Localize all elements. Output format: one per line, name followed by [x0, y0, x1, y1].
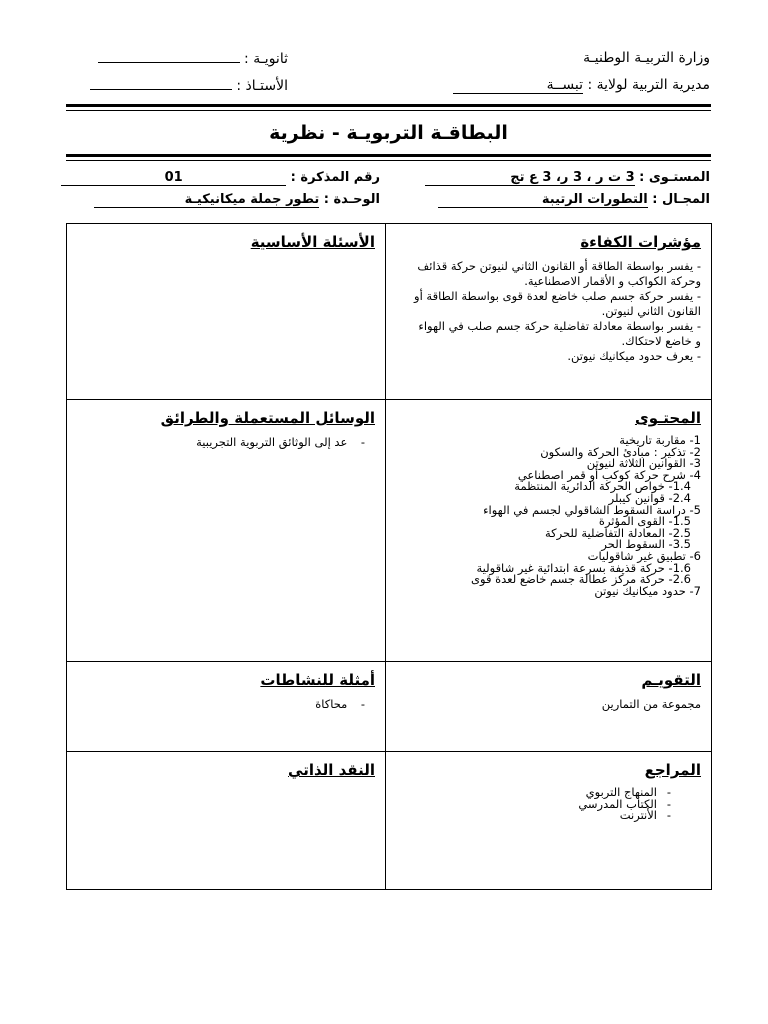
activities-title: أمثلة للنشاطات	[260, 671, 375, 689]
content-item: 2.5- المعادلة التفاضلية للحركة	[544, 525, 691, 540]
content-item: 2- تذكير : مبادئ الحركة والسكون	[540, 444, 701, 459]
competency-list	[396, 259, 701, 364]
field-label: المجـال :	[652, 192, 710, 207]
content-list	[396, 435, 701, 597]
teacher-label: الأستـاذ :	[236, 78, 288, 94]
field-value-field	[438, 192, 648, 208]
reference-text: الأنترنت	[619, 808, 657, 823]
title-rule-thin	[66, 160, 711, 161]
references-list	[396, 787, 701, 822]
activities-text: محاكاة	[315, 697, 348, 711]
memo-value-field	[61, 170, 286, 186]
memo-label: رقم المذكرة :	[290, 170, 380, 185]
level-label: المستـوى :	[639, 170, 710, 185]
means-title: الوسائل المستعملة والطرائق	[160, 409, 375, 427]
unit-label: الوحـدة :	[323, 192, 380, 207]
content-item: 1.5- القوى المؤثرة	[598, 514, 691, 529]
competency-line: القانون الثاني لنيوتن.	[601, 304, 701, 318]
reference-item: -المنهاج التربوي	[585, 785, 671, 799]
self-critique-cell	[67, 752, 386, 890]
reference-text: الكتاب المدرسي	[578, 796, 657, 811]
questions-title: الأسئلة الأساسية	[250, 233, 375, 251]
directorate-value: تبســة	[546, 77, 583, 93]
field-value: التطورات الرتيبة	[541, 192, 648, 207]
header-rule-thick	[66, 104, 711, 107]
memo-value: 01	[164, 170, 183, 185]
competency-line: - يفسر حركة جسم صلب خاضع لعدة قوى بواسطة الطاقة أو	[414, 289, 701, 303]
competency-line: - يعرف حدود ميكانيك نيوتن.	[567, 349, 701, 363]
competency-line: - يفسر بواسطة معادلة تفاضلية حركة جسم صلب في الهواء	[418, 319, 701, 333]
content-item: 4- شرح حركة كوكب أو قمر اصطناعي	[517, 467, 701, 482]
directorate-label: مديرية التربية لولاية :	[587, 77, 710, 93]
level-value: 3 ت ر ، 3 ر، 3 ع تج	[510, 170, 635, 185]
content-item: 2.4- قوانين كيبلر	[608, 490, 691, 505]
content-item: 3.5- السقوط الحر	[601, 537, 691, 552]
means-bullet: -	[360, 435, 365, 449]
competency-line: و خاضع لاحتكاك.	[621, 334, 701, 348]
references-title: المراجع	[644, 761, 701, 779]
content-item: 6- تطبيق غير شاقوليات	[587, 548, 701, 563]
school-blank	[98, 50, 240, 63]
memo-line	[61, 170, 380, 186]
content-item: 1.6- حركة قذيفة بسرعة ابتدائية غير شاقولية	[476, 560, 691, 575]
reference-item: -الكتاب المدرسي	[578, 796, 671, 811]
means-item	[77, 435, 375, 450]
means-cell	[67, 400, 386, 662]
unit-line	[94, 192, 380, 208]
content-item: 2.6- حركة مركز عطالة جسم خاضع لعدة قوى	[471, 572, 691, 587]
evaluation-cell	[386, 662, 712, 752]
competency-line: - يفسر بواسطة الطاقة أو القانون الثاني لنيوتن حركة قذائف	[417, 259, 701, 273]
field-line	[438, 192, 710, 208]
content-title: المحتـوى	[634, 409, 701, 427]
pedagogical-grid	[66, 223, 712, 890]
competency-line: وحركة الكواكب و الأقمار الاصطناعية.	[524, 274, 701, 288]
page-title: البطاقـة التربويـة - نظرية	[269, 122, 508, 144]
directorate-value-field	[453, 77, 583, 94]
content-item: 1- مقاربة تاريخية	[619, 433, 701, 447]
questions-cell	[67, 224, 386, 400]
evaluation-title: التقويـم	[641, 671, 701, 689]
content-item: 1.4- خواص الحركة الدائرية المنتظمة	[514, 479, 691, 494]
unit-value-field	[94, 192, 319, 208]
ministry-name: وزارة التربيـة الوطنيـة	[583, 50, 710, 66]
activities-bullet: -	[360, 697, 365, 711]
competency-title: مؤشرات الكفاءة	[580, 233, 701, 251]
content-cell	[386, 400, 712, 662]
activities-cell	[67, 662, 386, 752]
unit-value: تطور جملة ميكانيكيـة	[184, 192, 320, 207]
content-item: 7- حدود ميكانيك نيوتن	[594, 583, 701, 598]
school-label: ثانويـة :	[244, 51, 288, 67]
school-line	[98, 50, 288, 67]
teacher-line	[90, 77, 288, 94]
reference-text: المنهاج التربوي	[585, 785, 657, 799]
competency-cell	[386, 224, 712, 400]
title-rule-thick	[66, 154, 711, 157]
evaluation-text: مجموعة من التمارين	[601, 697, 701, 711]
header-rule-thin	[66, 110, 711, 111]
content-item: 5- دراسة السقوط الشاقولي لجسم في الهواء	[483, 502, 701, 517]
references-cell	[386, 752, 712, 890]
reference-item: -الأنترنت	[619, 808, 671, 823]
teacher-blank	[90, 77, 232, 90]
level-value-field	[425, 170, 635, 186]
directorate-line	[453, 77, 710, 94]
activities-item	[77, 697, 375, 712]
content-item: 3- القوانين الثلاثة لنيوتن	[586, 456, 701, 471]
self-critique-title: النقد الذاتي	[288, 761, 375, 779]
level-line	[425, 170, 710, 186]
means-text: عد إلى الوثائق التربوية التجريبية	[196, 435, 348, 449]
